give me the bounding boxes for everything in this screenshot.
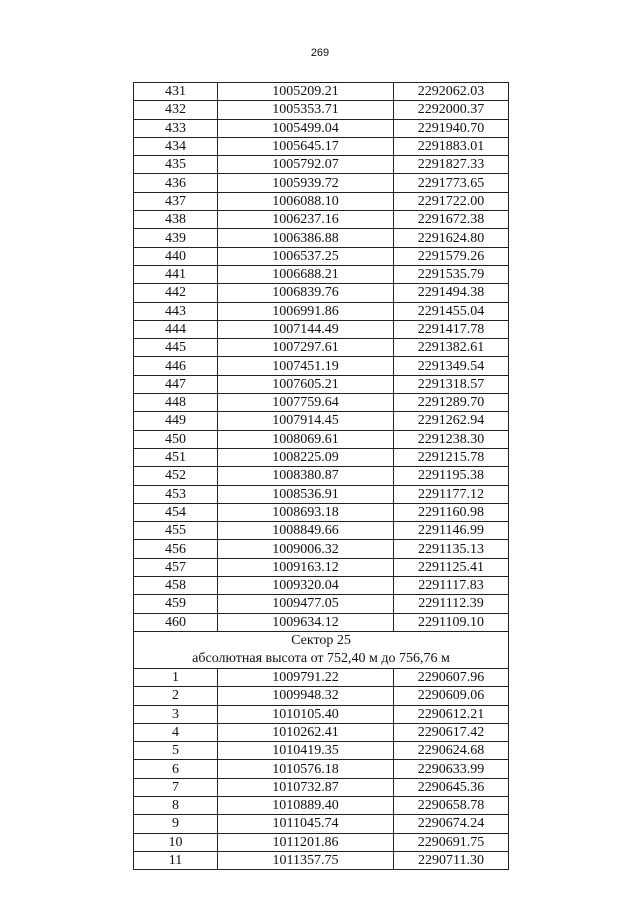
y-coordinate-cell: 2291535.79 xyxy=(394,265,509,283)
table-row xyxy=(134,211,509,229)
y-coordinate-cell: 2291177.12 xyxy=(394,485,509,503)
table-row xyxy=(134,577,509,595)
x-coordinate-cell: 1006237.16 xyxy=(218,211,394,229)
x-coordinate-cell: 1010105.40 xyxy=(218,705,394,723)
x-coordinate-cell: 1010576.18 xyxy=(218,760,394,778)
y-coordinate-cell: 2291494.38 xyxy=(394,284,509,302)
table-row xyxy=(134,229,509,247)
y-coordinate-cell: 2290674.24 xyxy=(394,815,509,833)
y-coordinate-cell: 2291455.04 xyxy=(394,302,509,320)
page-number: 269 xyxy=(310,47,330,59)
y-coordinate-cell: 2290624.68 xyxy=(394,742,509,760)
table-row xyxy=(134,430,509,448)
table-row xyxy=(134,339,509,357)
point-number-cell: 432 xyxy=(134,101,218,119)
point-number-cell: 433 xyxy=(134,119,218,137)
point-number-cell: 9 xyxy=(134,815,218,833)
point-number-cell: 460 xyxy=(134,613,218,631)
x-coordinate-cell: 1005792.07 xyxy=(218,156,394,174)
table-row xyxy=(134,265,509,283)
table-row xyxy=(134,302,509,320)
point-number-cell: 5 xyxy=(134,742,218,760)
table-row xyxy=(134,595,509,613)
table-row xyxy=(134,448,509,466)
y-coordinate-cell: 2291117.83 xyxy=(394,577,509,595)
y-coordinate-cell: 2291722.00 xyxy=(394,192,509,210)
table-row xyxy=(134,558,509,576)
table-row xyxy=(134,156,509,174)
x-coordinate-cell: 1007451.19 xyxy=(218,357,394,375)
table-row xyxy=(134,247,509,265)
point-number-cell: 456 xyxy=(134,540,218,558)
sector-elevation: абсолютная высота от 752,40 м до 756,76 м xyxy=(134,650,509,669)
point-number-cell: 450 xyxy=(134,430,218,448)
y-coordinate-cell: 2291672.38 xyxy=(394,211,509,229)
x-coordinate-cell: 1007605.21 xyxy=(218,375,394,393)
x-coordinate-cell: 1010419.35 xyxy=(218,742,394,760)
y-coordinate-cell: 2291382.61 xyxy=(394,339,509,357)
x-coordinate-cell: 1006839.76 xyxy=(218,284,394,302)
point-number-cell: 443 xyxy=(134,302,218,320)
table-row xyxy=(134,687,509,705)
x-coordinate-cell: 1008693.18 xyxy=(218,503,394,521)
point-number-cell: 10 xyxy=(134,833,218,851)
x-coordinate-cell: 1007914.45 xyxy=(218,412,394,430)
point-number-cell: 439 xyxy=(134,229,218,247)
table-row xyxy=(134,284,509,302)
sector-elevation-row xyxy=(134,650,509,669)
y-coordinate-cell: 2291238.30 xyxy=(394,430,509,448)
coordinates-table xyxy=(133,82,509,870)
y-coordinate-cell: 2291289.70 xyxy=(394,394,509,412)
y-coordinate-cell: 2291773.65 xyxy=(394,174,509,192)
table-row xyxy=(134,192,509,210)
point-number-cell: 3 xyxy=(134,705,218,723)
y-coordinate-cell: 2291215.78 xyxy=(394,448,509,466)
y-coordinate-cell: 2291349.54 xyxy=(394,357,509,375)
table-row xyxy=(134,723,509,741)
point-number-cell: 453 xyxy=(134,485,218,503)
x-coordinate-cell: 1010889.40 xyxy=(218,796,394,814)
x-coordinate-cell: 1005939.72 xyxy=(218,174,394,192)
table-row xyxy=(134,668,509,686)
x-coordinate-cell: 1008536.91 xyxy=(218,485,394,503)
x-coordinate-cell: 1009006.32 xyxy=(218,540,394,558)
table-row xyxy=(134,101,509,119)
table-row xyxy=(134,778,509,796)
x-coordinate-cell: 1005353.71 xyxy=(218,101,394,119)
table-row xyxy=(134,485,509,503)
y-coordinate-cell: 2291109.10 xyxy=(394,613,509,631)
y-coordinate-cell: 2291940.70 xyxy=(394,119,509,137)
x-coordinate-cell: 1006991.86 xyxy=(218,302,394,320)
table-row xyxy=(134,412,509,430)
point-number-cell: 437 xyxy=(134,192,218,210)
sector-title: Сектор 25 xyxy=(134,631,509,650)
y-coordinate-cell: 2291146.99 xyxy=(394,522,509,540)
table-row xyxy=(134,137,509,155)
y-coordinate-cell: 2290633.99 xyxy=(394,760,509,778)
table-row xyxy=(134,705,509,723)
point-number-cell: 4 xyxy=(134,723,218,741)
table-row xyxy=(134,522,509,540)
x-coordinate-cell: 1008069.61 xyxy=(218,430,394,448)
y-coordinate-cell: 2290609.06 xyxy=(394,687,509,705)
x-coordinate-cell: 1005645.17 xyxy=(218,137,394,155)
table-row xyxy=(134,119,509,137)
x-coordinate-cell: 1007144.49 xyxy=(218,320,394,338)
y-coordinate-cell: 2290691.75 xyxy=(394,833,509,851)
point-number-cell: 458 xyxy=(134,577,218,595)
x-coordinate-cell: 1005499.04 xyxy=(218,119,394,137)
x-coordinate-cell: 1009948.32 xyxy=(218,687,394,705)
y-coordinate-cell: 2291125.41 xyxy=(394,558,509,576)
y-coordinate-cell: 2291112.39 xyxy=(394,595,509,613)
point-number-cell: 2 xyxy=(134,687,218,705)
x-coordinate-cell: 1006537.25 xyxy=(218,247,394,265)
x-coordinate-cell: 1006088.10 xyxy=(218,192,394,210)
table-row xyxy=(134,174,509,192)
point-number-cell: 438 xyxy=(134,211,218,229)
table-row xyxy=(134,760,509,778)
x-coordinate-cell: 1009634.12 xyxy=(218,613,394,631)
y-coordinate-cell: 2291160.98 xyxy=(394,503,509,521)
y-coordinate-cell: 2290645.36 xyxy=(394,778,509,796)
table-row xyxy=(134,540,509,558)
point-number-cell: 440 xyxy=(134,247,218,265)
point-number-cell: 1 xyxy=(134,668,218,686)
x-coordinate-cell: 1008225.09 xyxy=(218,448,394,466)
point-number-cell: 441 xyxy=(134,265,218,283)
sector-title-row xyxy=(134,631,509,650)
x-coordinate-cell: 1009163.12 xyxy=(218,558,394,576)
table-row xyxy=(134,394,509,412)
point-number-cell: 452 xyxy=(134,467,218,485)
x-coordinate-cell: 1007297.61 xyxy=(218,339,394,357)
table-row xyxy=(134,851,509,869)
y-coordinate-cell: 2290607.96 xyxy=(394,668,509,686)
point-number-cell: 435 xyxy=(134,156,218,174)
x-coordinate-cell: 1009791.22 xyxy=(218,668,394,686)
x-coordinate-cell: 1006386.88 xyxy=(218,229,394,247)
y-coordinate-cell: 2290617.42 xyxy=(394,723,509,741)
y-coordinate-cell: 2290711.30 xyxy=(394,851,509,869)
x-coordinate-cell: 1011357.75 xyxy=(218,851,394,869)
table-row xyxy=(134,83,509,101)
table-row xyxy=(134,503,509,521)
point-number-cell: 8 xyxy=(134,796,218,814)
point-number-cell: 454 xyxy=(134,503,218,521)
point-number-cell: 442 xyxy=(134,284,218,302)
x-coordinate-cell: 1010262.41 xyxy=(218,723,394,741)
point-number-cell: 11 xyxy=(134,851,218,869)
point-number-cell: 459 xyxy=(134,595,218,613)
table-section-sector-25 xyxy=(134,668,509,869)
sector-header xyxy=(134,631,509,668)
point-number-cell: 448 xyxy=(134,394,218,412)
y-coordinate-cell: 2291417.78 xyxy=(394,320,509,338)
x-coordinate-cell: 1009320.04 xyxy=(218,577,394,595)
point-number-cell: 436 xyxy=(134,174,218,192)
point-number-cell: 434 xyxy=(134,137,218,155)
table-section-previous xyxy=(134,83,509,632)
x-coordinate-cell: 1011201.86 xyxy=(218,833,394,851)
point-number-cell: 451 xyxy=(134,448,218,466)
y-coordinate-cell: 2292062.03 xyxy=(394,83,509,101)
table-row xyxy=(134,357,509,375)
table-row xyxy=(134,815,509,833)
y-coordinate-cell: 2291827.33 xyxy=(394,156,509,174)
point-number-cell: 447 xyxy=(134,375,218,393)
y-coordinate-cell: 2291883.01 xyxy=(394,137,509,155)
point-number-cell: 445 xyxy=(134,339,218,357)
x-coordinate-cell: 1006688.21 xyxy=(218,265,394,283)
y-coordinate-cell: 2291318.57 xyxy=(394,375,509,393)
x-coordinate-cell: 1010732.87 xyxy=(218,778,394,796)
point-number-cell: 449 xyxy=(134,412,218,430)
y-coordinate-cell: 2291579.26 xyxy=(394,247,509,265)
point-number-cell: 446 xyxy=(134,357,218,375)
point-number-cell: 444 xyxy=(134,320,218,338)
x-coordinate-cell: 1011045.74 xyxy=(218,815,394,833)
y-coordinate-cell: 2290658.78 xyxy=(394,796,509,814)
y-coordinate-cell: 2292000.37 xyxy=(394,101,509,119)
y-coordinate-cell: 2291624.80 xyxy=(394,229,509,247)
point-number-cell: 457 xyxy=(134,558,218,576)
x-coordinate-cell: 1008380.87 xyxy=(218,467,394,485)
table-row xyxy=(134,833,509,851)
table-row xyxy=(134,320,509,338)
table-row xyxy=(134,375,509,393)
x-coordinate-cell: 1009477.05 xyxy=(218,595,394,613)
y-coordinate-cell: 2291262.94 xyxy=(394,412,509,430)
y-coordinate-cell: 2291135.13 xyxy=(394,540,509,558)
table-row xyxy=(134,467,509,485)
y-coordinate-cell: 2291195.38 xyxy=(394,467,509,485)
table-row xyxy=(134,742,509,760)
x-coordinate-cell: 1005209.21 xyxy=(218,83,394,101)
table-row xyxy=(134,796,509,814)
x-coordinate-cell: 1008849.66 xyxy=(218,522,394,540)
point-number-cell: 455 xyxy=(134,522,218,540)
point-number-cell: 6 xyxy=(134,760,218,778)
x-coordinate-cell: 1007759.64 xyxy=(218,394,394,412)
table-row xyxy=(134,613,509,631)
point-number-cell: 7 xyxy=(134,778,218,796)
y-coordinate-cell: 2290612.21 xyxy=(394,705,509,723)
point-number-cell: 431 xyxy=(134,83,218,101)
